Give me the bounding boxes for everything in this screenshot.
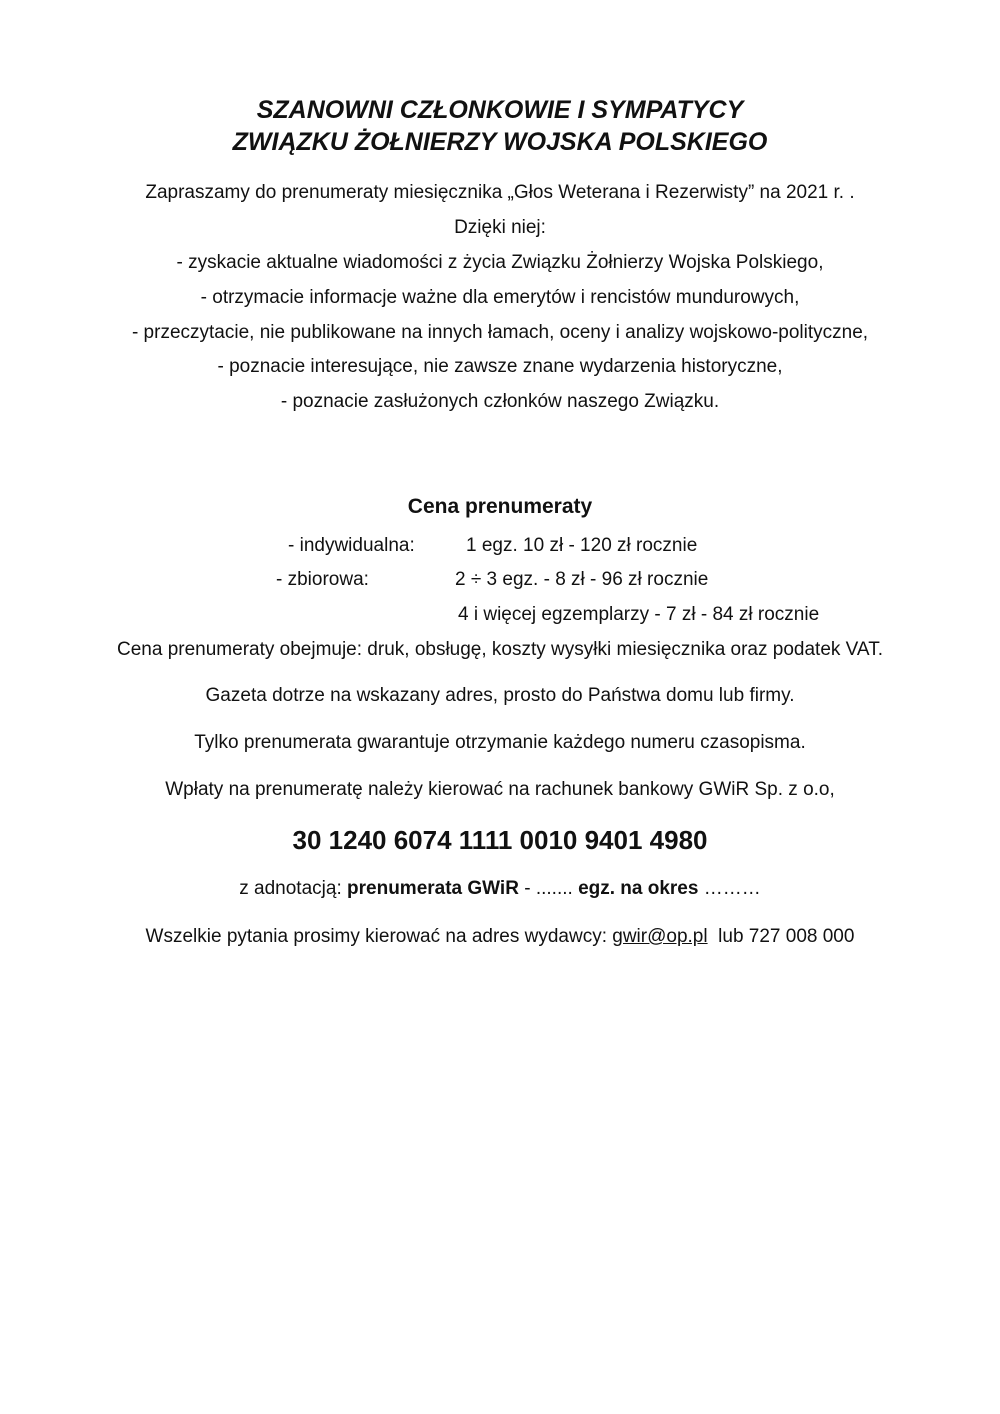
price-includes: Cena prenumeraty obejmuje: druk, obsługę, koszty wysyłki miesięcznika oraz podatek VAT. <box>117 639 883 660</box>
payment-annotation <box>0 877 1000 901</box>
intro-thanks: Dzięki niej: <box>454 217 546 238</box>
benefit-item: - zyskacie aktualne wiadomości z życia Związku Żołnierzy Wojska Polskiego, <box>176 252 824 273</box>
benefit-item: - poznacie zasłużonych członków naszego Związku. <box>280 391 720 412</box>
title-line-2: ZWIĄZKU ŻOŁNIERZY WOJSKA POLSKIEGO <box>232 128 768 156</box>
annotation-bold-1: prenumerata GWiR <box>347 878 519 899</box>
pricing-heading: Cena prenumeraty <box>407 495 593 518</box>
individual-label: - indywidualna: <box>288 535 415 556</box>
annotation-middle: - ....... <box>518 878 579 899</box>
delivery-info: Gazeta dotrze na wskazany adres, prosto do Państwa domu lub firmy. <box>205 685 795 706</box>
contact-text: Wszelkie pytania prosimy kierować na adres wydawcy: <box>145 926 613 947</box>
group-price-1: 2 ÷ 3 egz. - 8 zł - 96 zł rocznie <box>455 569 709 590</box>
group-label: - zbiorowa: <box>276 569 369 590</box>
individual-price: 1 egz. 10 zł - 120 zł rocznie <box>466 535 698 556</box>
group-price-2: 4 i więcej egzemplarzy - 7 zł - 84 zł rocznie <box>458 604 820 625</box>
payment-info: Wpłaty na prenumeratę należy kierować na rachunek bankowy GWiR Sp. z o.o, <box>165 779 835 800</box>
contact-phone: lub 727 008 000 <box>707 926 855 947</box>
title-line-1: SZANOWNI CZŁONKOWIE I SYMPATYCY <box>256 96 744 124</box>
bank-account-number: 30 1240 6074 1111 0010 9401 4980 <box>292 825 708 855</box>
email-link[interactable]: gwir@op.pl <box>612 926 708 947</box>
benefit-item: - przeczytacie, nie publikowane na innych łamach, oceny i analizy wojskowo-polityczne, <box>131 322 869 343</box>
benefit-item: - otrzymacie informacje ważne dla emerytów i rencistów mundurowych, <box>200 287 800 308</box>
guarantee-info: Tylko prenumerata gwarantuje otrzymanie każdego numeru czasopisma. <box>194 732 806 753</box>
annotation-suffix: ……… <box>698 878 761 899</box>
intro-invite: Zapraszamy do prenumeraty miesięcznika „Głos Weterana i Rezerwisty” na 2021 r. . <box>145 182 855 203</box>
contact-info <box>0 925 1000 949</box>
annotation-prefix: z adnotacją: <box>239 878 348 899</box>
annotation-bold-2: egz. na okres <box>578 878 699 899</box>
benefit-item: - poznacie interesujące, nie zawsze znane wydarzenia historyczne, <box>217 356 783 377</box>
